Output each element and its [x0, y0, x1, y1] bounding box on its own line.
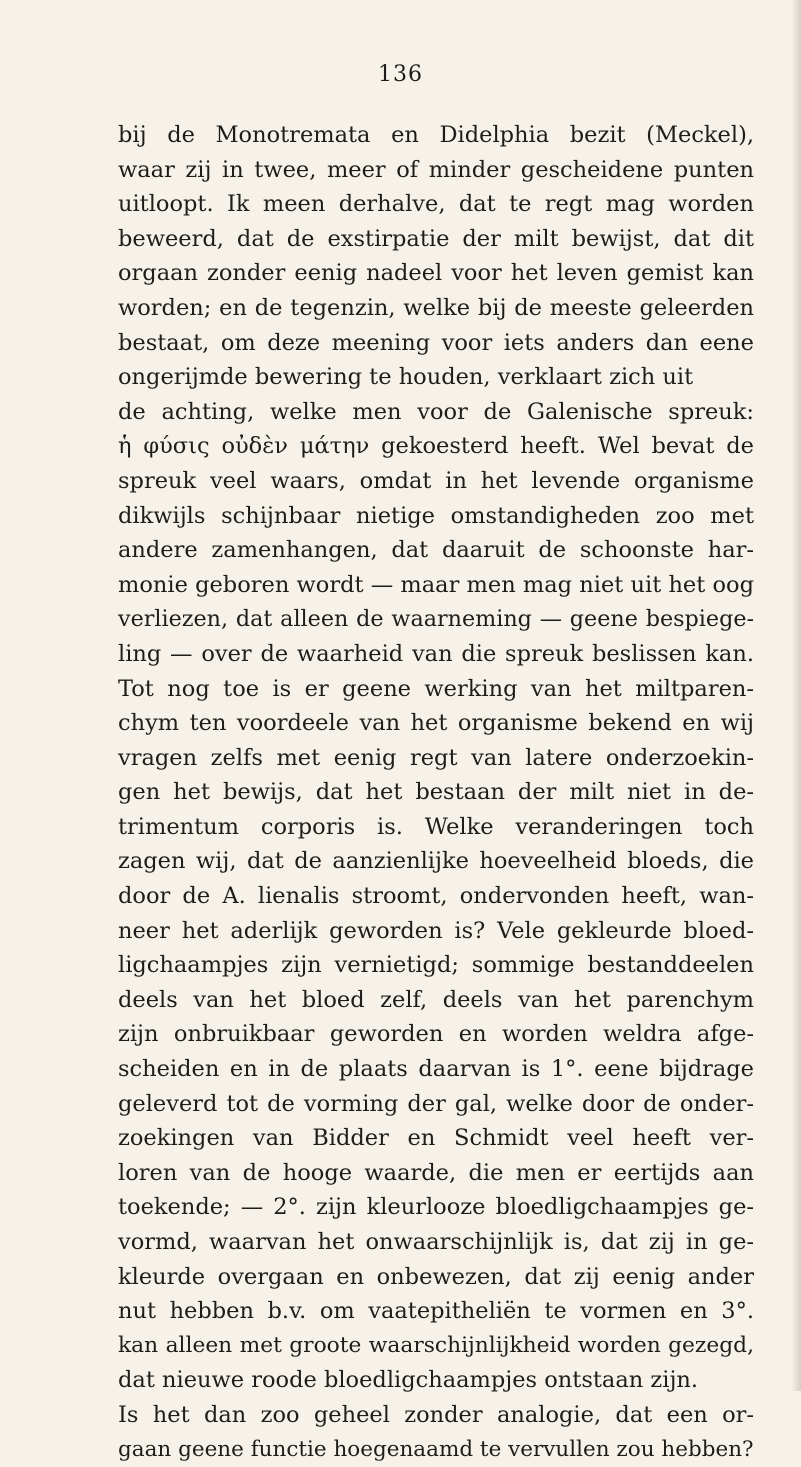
text-line: kleurde overgaan en onbewezen, dat zij eenig ander	[118, 1263, 754, 1290]
text-line: dat nieuwe roode bloedligchaampjes ontstaan zijn.	[118, 1367, 699, 1394]
text-line: ligchaampjes zijn vernietigd; sommige bestanddeelen	[118, 952, 754, 979]
body-text	[118, 118, 754, 1467]
text-line: zagen wij, dat de aanzienlijke hoeveelheid bloeds, die	[118, 848, 754, 875]
text-line: ongerijmde bewering te houden, verklaart zich uit	[118, 364, 694, 391]
text-line: ling — over de waarheid van die spreuk beslissen kan.	[118, 640, 754, 667]
text-line: verliezen, dat alleen de waarneming — geene bespiege-	[118, 606, 754, 633]
text-line: Tot nog toe is er geene werking van het miltparen-	[118, 675, 754, 702]
page-number: 136	[378, 62, 423, 87]
text-line: trimentum corporis is. Welke veranderingen toch	[118, 813, 754, 840]
text-line: scheiden en in de plaats daarvan is 1°. eene bijdrage	[118, 1056, 754, 1083]
text-line: kan alleen met groote waarschijnlijkheid worden gezegd,	[118, 1332, 754, 1358]
text-line: worden; en de tegenzin, welke bij de meeste geleerden	[118, 294, 754, 321]
text-line: bestaat, om deze meening voor iets anders dan eene	[118, 329, 754, 356]
text-line: neer het aderlijk geworden is? Vele gekleurde bloed-	[118, 917, 754, 944]
text-line: monie geboren wordt — maar men mag niet uit het oog	[118, 571, 754, 598]
page-edge-shadow	[791, 0, 801, 1391]
text-line: deels van het bloed zelf, deels van het parenchym	[118, 986, 754, 1013]
text-line: andere zamenhangen, dat daaruit de schoonste har-	[118, 537, 754, 564]
text-line: de achting, welke men voor de Galenische spreuk:	[118, 398, 754, 425]
text-line: gen het bewijs, dat het bestaan der milt niet in de-	[118, 779, 754, 806]
text-line: zoekingen van Bidder en Schmidt veel heeft ver-	[118, 1125, 754, 1152]
text-line: beweerd, dat de exstirpatie der milt bewijst, dat dit	[118, 225, 754, 252]
text-line: geleverd tot de vorming der gal, welke door de onder-	[118, 1090, 754, 1117]
text-line: spreuk veel waars, omdat in het levende organisme	[118, 467, 754, 494]
text-line: zijn onbruikbaar geworden en worden weldra afge-	[118, 1021, 754, 1048]
text-line: toekende; — 2°. zijn kleurlooze bloedligchaampjes ge-	[118, 1194, 754, 1221]
text-line: loren van de hooge waarde, die men er eertijds aan	[118, 1159, 754, 1186]
text-line: nut hebben b.v. om vaatepitheliën te vormen en 3°.	[118, 1298, 754, 1325]
text-line: ἡ φύσις οὐδὲν μάτην gekoesterd heeft. Wel bevat de	[118, 433, 754, 460]
text-line: waar zij in twee, meer of minder gescheidene punten	[118, 156, 754, 183]
text-line: vragen zelfs met eenig regt van latere onderzoekin-	[118, 744, 754, 771]
text-line: vormd, waarvan het onwaarschijnlijk is, dat zij in ge-	[118, 1229, 754, 1255]
text-line: dikwijls schijnbaar nietige omstandigheden zoo met	[118, 502, 754, 529]
text-line: gaan geene functie hoegenaamd te vervullen zou hebben?	[118, 1436, 754, 1462]
text-line: uitloopt. Ik meen derhalve, dat te regt mag worden	[118, 191, 754, 218]
text-line: door de A. lienalis stroomt, ondervonden heeft, wan-	[118, 883, 754, 910]
text-line: orgaan zonder eenig nadeel voor het leven gemist kan	[118, 260, 754, 287]
text-line: bij de Monotremata en Didelphia bezit (Meckel),	[118, 122, 754, 148]
text-line: Is het dan zoo geheel zonder analogie, dat een or-	[118, 1401, 754, 1428]
text-line: chym ten voordeele van het organisme bekend en wij	[118, 710, 754, 737]
